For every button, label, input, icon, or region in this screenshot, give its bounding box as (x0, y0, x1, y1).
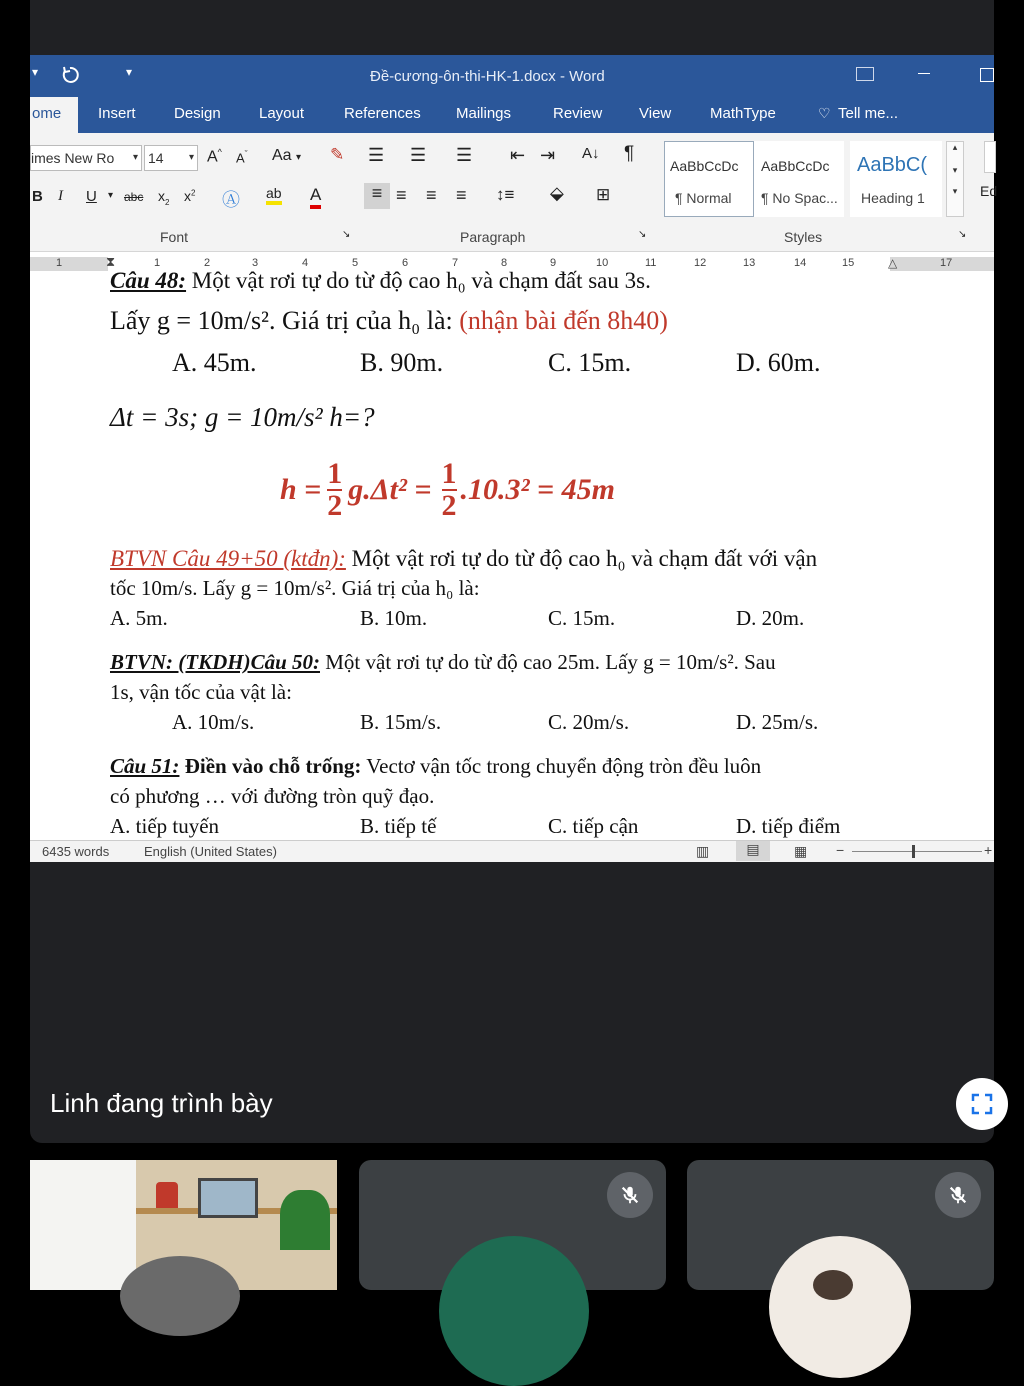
read-mode-icon[interactable]: ▥ (696, 843, 710, 859)
q51-option-d: D. tiếp điểm (736, 814, 841, 838)
zoom-slider[interactable] (852, 851, 982, 852)
ruler-tick: 15 (842, 257, 855, 269)
ruler-tick: 9 (550, 257, 557, 269)
question-51-line2: có phương … với đường tròn quỹ đạo. (110, 784, 435, 808)
zoom-in-icon[interactable]: + (984, 842, 993, 858)
q48-option-d: D. 60m. (736, 348, 821, 377)
q49-title: BTVN Câu 49+50 (ktđn): (110, 546, 346, 571)
text-effects-icon[interactable]: Ⓐ (222, 190, 240, 210)
sort-icon[interactable]: A↓ (582, 145, 600, 162)
shrink-font-icon[interactable]: $A^ˇ$ (236, 149, 248, 166)
question-49-line2: tốc 10m/s. Lấy g = 10m/s². Giá trị của h₀ là: (110, 576, 480, 600)
bold-button[interactable]: B (32, 188, 43, 205)
line-spacing-icon[interactable]: ↕≡ (496, 185, 515, 204)
underline-dropdown-icon[interactable]: ▾ (108, 190, 114, 201)
tab-mathtype[interactable]: MathType (710, 105, 776, 122)
participant-mic-muted (607, 1172, 653, 1218)
undo-icon[interactable] (60, 65, 80, 85)
style-normal[interactable] (664, 141, 754, 217)
q48-text: Một vật rơi tự do từ độ cao h₀ và chạm đất sau 3s. (186, 268, 651, 293)
style-no-spacing[interactable] (754, 141, 844, 217)
styles-group-label: Styles (784, 229, 823, 245)
font-dialog-launcher[interactable]: ↘ (342, 229, 351, 240)
avatar-hair (813, 1270, 853, 1300)
tell-me-search[interactable]: Tell me... (838, 105, 899, 122)
ruler-tick: 10 (596, 257, 609, 269)
tab-mailings[interactable]: Mailings (456, 105, 512, 122)
mic-off-icon (947, 1184, 969, 1206)
ruler-tick: 2 (204, 257, 211, 269)
q48-option-a: A. 45m. (172, 348, 257, 377)
style-normal-preview: AaBbCcDc (670, 158, 739, 174)
tab-view[interactable]: View (639, 105, 672, 122)
question-50-line2: 1s, vận tốc của vật là: (110, 680, 292, 704)
font-size-value: 14 (148, 150, 164, 166)
ruler-tick: 1 (154, 257, 161, 269)
styles-up-icon[interactable]: ▴ (952, 142, 958, 152)
fraction-numerator: 1 (327, 457, 343, 490)
word-count[interactable]: 6435 words (42, 844, 110, 859)
question-48-line1 (110, 268, 651, 294)
tab-references[interactable]: References (344, 105, 421, 122)
ruler-tick: 8 (501, 257, 508, 269)
avatar (769, 1236, 911, 1378)
maximize-icon[interactable] (980, 68, 994, 82)
ruler-tick: 1 (56, 257, 63, 269)
styles-more-icon[interactable]: ▾ (952, 186, 958, 196)
justify-button[interactable]: ≡ (456, 185, 467, 205)
plant (280, 1190, 330, 1250)
style-no-spacing-label: ¶ No Spac... (761, 190, 838, 206)
q50-option-d: D. 25m/s. (736, 710, 819, 734)
ruler-tick: 6 (402, 257, 409, 269)
question-49-line1 (110, 546, 817, 572)
customize-qat-icon[interactable]: ▾ (126, 65, 133, 79)
q50-title: BTVN: (TKDH)Câu 50: (110, 650, 320, 674)
change-case-button[interactable]: Aa ▾ (272, 147, 302, 164)
lightbulb-icon: ♡ (818, 105, 831, 121)
question-51-line1 (110, 754, 761, 779)
paragraph-group-label: Paragraph (460, 229, 526, 245)
title-bar (30, 55, 994, 97)
superscript-button[interactable]: $x^2$ (184, 188, 196, 204)
tab-home[interactable]: ome (32, 105, 62, 122)
font-size-dropdown-icon: ▾ (188, 152, 194, 163)
plant-pot (156, 1182, 178, 1208)
style-no-spacing-preview: AaBbCcDc (761, 158, 830, 174)
ruler-tick: 5 (352, 257, 359, 269)
q49-text: Một vật rơi tự do từ độ cao h₀ và chạm đất với vận (345, 546, 818, 571)
status-bar (30, 840, 994, 862)
tab-review[interactable]: Review (553, 105, 603, 122)
q48-note: (nhận bài đến 8h40) (459, 306, 668, 335)
formula-rhs: .10.3² = 45m (460, 473, 615, 506)
qat-dropdown-icon[interactable]: ▾ (32, 65, 39, 79)
font-dropdown-icon: ▾ (132, 152, 138, 163)
increase-indent-icon[interactable]: ⇥ (540, 145, 556, 165)
style-heading-1-label: Heading 1 (861, 190, 925, 206)
grow-font-icon[interactable]: A^ (207, 147, 222, 166)
font-size-box[interactable] (144, 145, 198, 171)
align-center-button[interactable]: ≡ (396, 185, 407, 205)
find-box[interactable] (984, 141, 996, 173)
underline-button[interactable]: U (86, 188, 97, 205)
font-name-box[interactable] (30, 145, 142, 171)
given-data: Δt = 3s; g = 10m/s² h=? (110, 402, 375, 432)
formula-fraction-2 (442, 459, 457, 521)
presenter-label: Linh đang trình bày (50, 1088, 273, 1118)
q51-title: Câu 51: (110, 754, 180, 778)
participant-head (120, 1256, 240, 1336)
q48-title: Câu 48: (110, 268, 187, 293)
mic-off-icon (619, 1184, 641, 1206)
question-48-line2 (110, 306, 668, 336)
q49-option-c: C. 15m. (548, 606, 616, 630)
font-group-label: Font (160, 229, 189, 245)
q50-option-a: A. 10m/s. (172, 710, 255, 734)
zoom-out-icon[interactable]: − (836, 842, 845, 858)
multilevel-list-icon[interactable]: ☰ (456, 145, 473, 165)
bullets-icon[interactable]: ☰ (368, 145, 385, 165)
styles-dialog-launcher[interactable]: ↘ (958, 229, 967, 240)
avatar (439, 1236, 589, 1386)
borders-icon[interactable]: ⊞ (596, 185, 611, 204)
document-page[interactable] (30, 268, 994, 840)
align-right-button[interactable]: ≡ (426, 185, 437, 205)
show-marks-icon[interactable]: ¶ (624, 143, 635, 164)
subscript-button[interactable]: $x_2$ (158, 188, 170, 207)
q49-option-b: B. 10m. (360, 606, 428, 630)
ruler-tick: 17 (940, 257, 953, 269)
font-name-value: imes New Ro (31, 150, 115, 166)
numbering-icon[interactable]: ☰ (410, 145, 427, 165)
q48-option-b: B. 90m. (360, 348, 444, 377)
fraction-denominator: 2 (327, 489, 343, 522)
ruler-tick: 3 (252, 257, 259, 269)
editing-label: Ed (980, 183, 998, 199)
minimize-icon[interactable] (918, 73, 930, 74)
question-50-line1 (110, 650, 776, 675)
window-title: Đề-cương-ôn-thi-HK-1.docx - Word (370, 68, 605, 85)
ruler-tick: 7 (452, 257, 459, 269)
italic-button[interactable]: I (58, 188, 63, 204)
q51-option-c: C. tiếp cận (548, 814, 639, 838)
tab-layout[interactable]: Layout (259, 105, 305, 122)
fraction-denominator: 2 (441, 489, 457, 522)
formula-mid: g.Δt² = (348, 473, 432, 506)
ribbon-tabs (30, 97, 994, 133)
ribbon-display-icon[interactable] (856, 67, 874, 81)
q48-option-c: C. 15m. (548, 348, 632, 377)
shading-icon[interactable]: ⬙ (550, 183, 564, 203)
highlight-icon[interactable]: ab (266, 185, 282, 205)
right-indent-marker-icon[interactable]: △ (888, 256, 898, 270)
q50-option-b: B. 15m/s. (360, 710, 442, 734)
style-normal-label: ¶ Normal (675, 190, 732, 206)
q51-option-b: B. tiếp tế (360, 814, 437, 838)
ruler-tick: 12 (694, 257, 707, 269)
tab-insert[interactable]: Insert (98, 105, 136, 122)
q48-line2: Lấy g = 10m/s². Giá trị của h₀ là: (110, 306, 460, 335)
presentation-area (30, 0, 998, 1143)
picture-frame (198, 1178, 258, 1218)
q50-text: Một vật rơi tự do từ độ cao 25m. Lấy g = 10m/s². Sau (320, 650, 776, 674)
q49-option-d: D. 20m. (736, 606, 805, 630)
ruler-tick: 4 (302, 257, 309, 269)
style-heading-1[interactable] (850, 141, 942, 217)
styles-scroll[interactable] (946, 141, 964, 217)
participant-mic-muted (935, 1172, 981, 1218)
zoom-slider-thumb[interactable] (912, 845, 915, 858)
clear-formatting-icon[interactable]: ✎ (330, 145, 345, 164)
styles-down-icon[interactable]: ▾ (952, 165, 958, 175)
participant-tile-3[interactable] (687, 1160, 994, 1290)
ruler-tick: 14 (794, 257, 807, 269)
paragraph-dialog-launcher[interactable]: ↘ (638, 229, 647, 240)
ribbon (30, 133, 998, 252)
q51-bold: Điền vào chỗ trống: (179, 754, 362, 778)
fraction-numerator: 1 (441, 457, 457, 490)
tab-design[interactable]: Design (174, 105, 221, 122)
formula-fraction-1 (327, 459, 342, 521)
align-left-button[interactable]: ≡ (364, 183, 390, 209)
word-window (30, 55, 998, 861)
strikethrough-button[interactable]: abc (124, 190, 144, 204)
formula-lhs: h = (280, 473, 322, 506)
ruler-tick: 11 (645, 257, 657, 269)
font-color-icon[interactable]: A (310, 185, 321, 209)
fullscreen-button[interactable] (956, 1078, 1008, 1130)
participant-tile-2[interactable] (359, 1160, 666, 1290)
print-layout-icon[interactable]: ▤ (736, 841, 770, 861)
web-layout-icon[interactable]: ▦ (794, 843, 808, 859)
language-status[interactable]: English (United States) (144, 844, 277, 859)
q51-option-a: A. tiếp tuyến (110, 814, 220, 838)
fullscreen-icon (970, 1092, 994, 1116)
ruler-tick: 13 (743, 257, 756, 269)
decrease-indent-icon[interactable]: ⇤ (510, 145, 526, 165)
participant-tile-1[interactable] (30, 1160, 337, 1290)
indent-marker-icon[interactable]: ⧗ (106, 254, 116, 269)
solution-formula (280, 454, 615, 526)
q49-option-a: A. 5m. (110, 606, 168, 630)
q51-text: Vectơ vận tốc trong chuyển động tròn đều luôn (361, 754, 762, 778)
q50-option-c: C. 20m/s. (548, 710, 630, 734)
style-heading-1-preview: AaBbC( (857, 154, 928, 176)
